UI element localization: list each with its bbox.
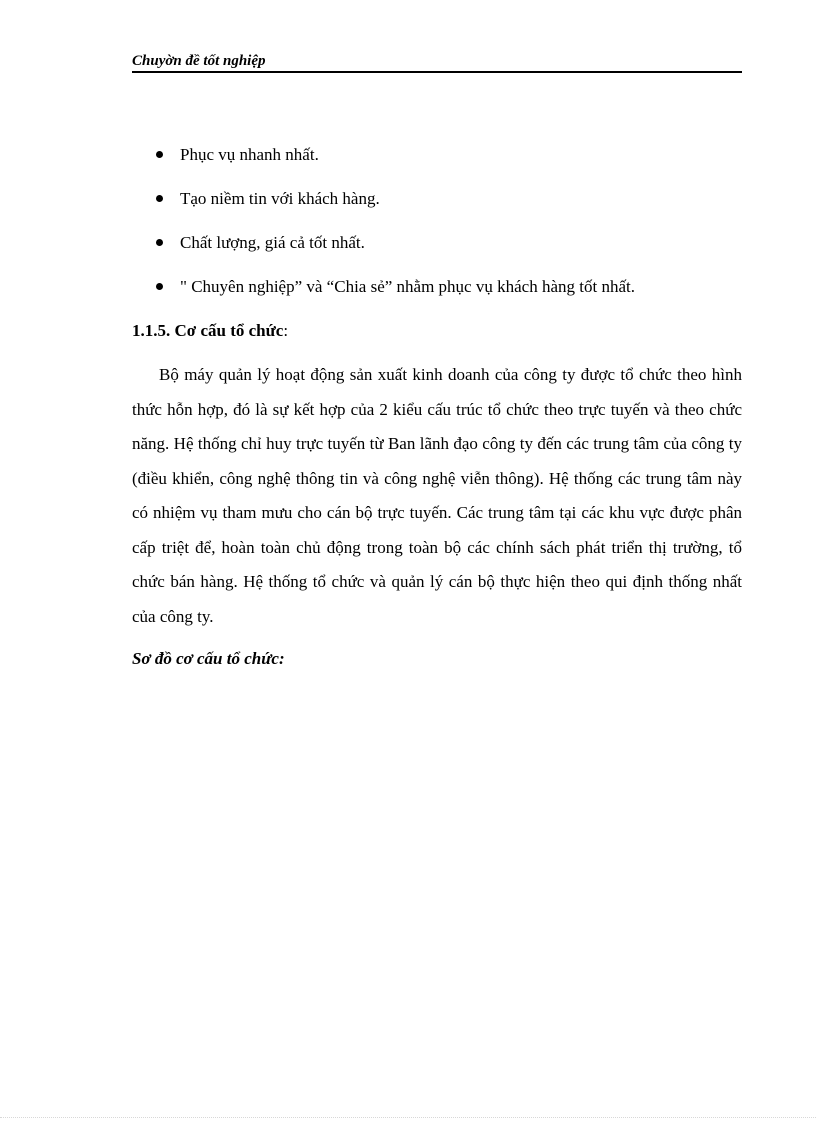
list-item-text: Chất lượng, giá cả tốt nhất.: [180, 233, 365, 252]
section-heading-colon: :: [283, 321, 289, 340]
page-header: [132, 52, 742, 73]
section-heading: [132, 318, 288, 344]
header-title: Chuyờn đề tốt nghiệp: [132, 53, 266, 69]
bullet-icon: [156, 283, 163, 290]
bullet-list: [154, 142, 635, 318]
list-item: [154, 186, 635, 230]
page-bottom-divider: [0, 1117, 816, 1118]
bullet-icon: [156, 195, 163, 202]
bullet-icon: [156, 239, 163, 246]
body-paragraph: Bộ máy quản lý hoạt động sản xuất kinh doanh của công ty được tổ chức theo hình thức hỗn hợp, đó là sự kết hợp của 2 kiểu cấu trúc tổ chức theo trực tuyến và theo chức năng. Hệ thống chỉ huy trực tuyến từ Ban lãnh đạo công ty đến các trung tâm của công ty (điều khiển, công nghệ thông tin và công nghệ viễn thông). Hệ thống các trung tâm này có nhiệm vụ tham mưu cho cán bộ trực tuyến. Các trung tâm tại các khu vực được phân cấp triệt để, hoàn toàn chủ động trong toàn bộ các chính sách phát triển thị trường, tổ chức bán hàng. Hệ thống tổ chức và quản lý cán bộ thực hiện theo qui định thống nhất của công ty.: [132, 365, 742, 626]
bullet-icon: [156, 151, 163, 158]
list-item-text: Phục vụ nhanh nhất.: [180, 145, 319, 164]
list-item-text: Tạo niềm tin với khách hàng.: [180, 189, 380, 208]
list-item-text: " Chuyên nghiệp” và “Chia sẻ” nhằm phục vụ khách hàng tốt nhất.: [180, 277, 635, 296]
list-item: [154, 142, 635, 186]
section-heading-text: 1.1.5. Cơ cấu tổ chức: [132, 321, 284, 340]
list-item: [154, 274, 635, 318]
diagram-heading: Sơ đồ cơ cấu tổ chức:: [132, 649, 285, 668]
list-item: [154, 230, 635, 274]
